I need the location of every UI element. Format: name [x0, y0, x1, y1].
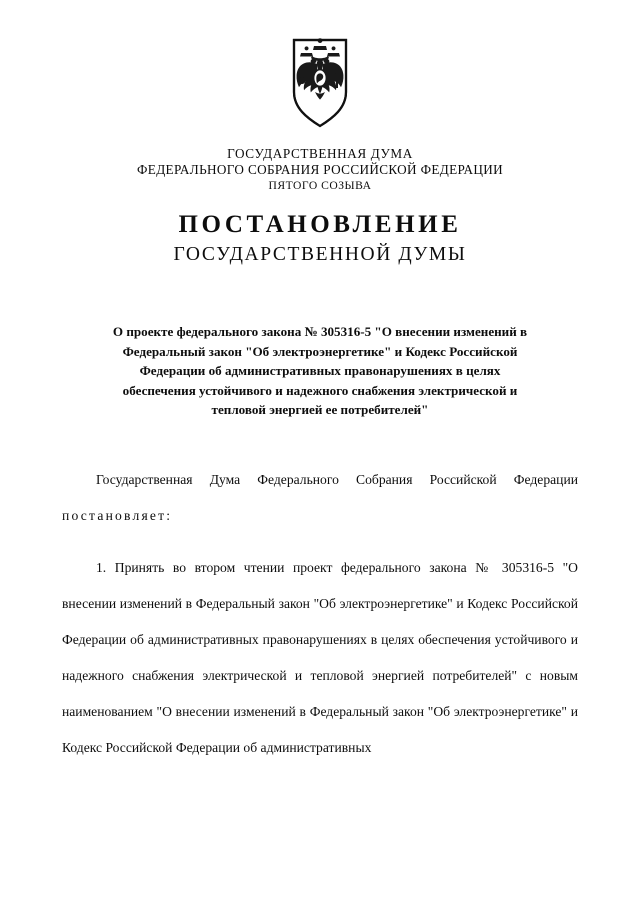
- paragraph-item-1: 1. Принять во втором чтении проект федерального закона № 305316-5 "О внесении изменений в Федеральный закон "Об электроэнергетике" и Кодекс Российской Федерации об административных правонарушениях в целях обеспечения устойчивого и надежного снабжения электрической и тепловой энергией потребителей" с новым наименованием "О внесении изменений в Федеральный закон "Об электроэнергетике" и Кодекс Российской Федерации об административных: [62, 559, 578, 755]
- document-body: [62, 462, 578, 766]
- organization-line-1: ГОСУДАРСТВЕННАЯ ДУМА: [227, 146, 413, 161]
- document-type-line-1: ПОСТАНОВЛЕНИЕ: [178, 211, 462, 238]
- document-title: О проекте федерального закона № 305316-5 "О внесении изменений в Федеральный закон "Об электроэнергетике" и Кодекс Российской Федерации об административных правонарушениях в целях обеспечения устойчивого и надежного снабжения электрической и тепловой энергией ее потребителей": [112, 324, 528, 417]
- organization-line-2: ФЕДЕРАЛЬНОГО СОБРАНИЯ РОССИЙСКОЙ ФЕДЕРАЦИИ: [137, 162, 503, 177]
- paragraph-intro: [62, 462, 578, 534]
- organization-line-3: ПЯТОГО СОЗЫВА: [268, 179, 372, 192]
- organization-heading: [62, 146, 578, 194]
- russian-federation-coat-of-arms-icon: [283, 34, 357, 136]
- emblem-container: [62, 34, 578, 142]
- document-type-line-2: ГОСУДАРСТВЕННОЙ ДУМЫ: [173, 244, 467, 265]
- intro-prefix-text: Государственная Дума Федерального Собрания Российской Федерации: [96, 471, 578, 487]
- document-type-heading: [62, 210, 578, 268]
- intro-verb-text: постановляет:: [62, 507, 173, 523]
